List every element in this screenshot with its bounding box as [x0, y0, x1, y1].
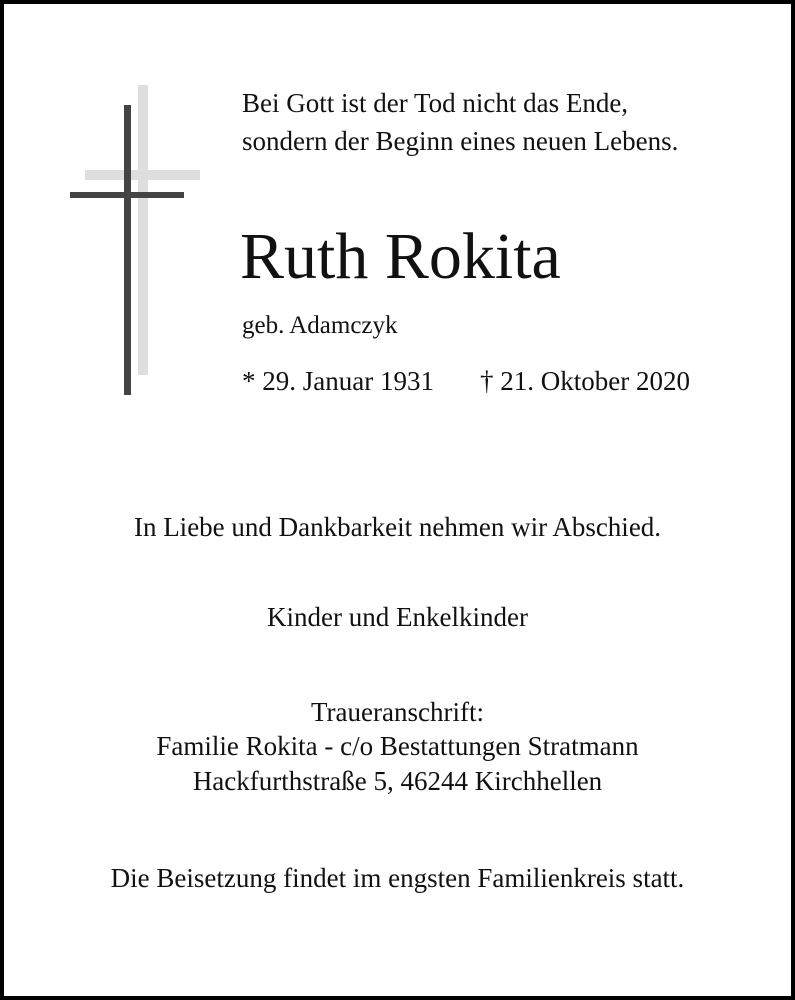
- address-line-1: Familie Rokita - c/o Bestattungen Stratmann: [156, 731, 639, 761]
- death-date: † 21. Oktober 2020: [480, 366, 690, 396]
- burial-note: Die Beisetzung findet im engsten Familienkreis statt.: [110, 863, 685, 893]
- address-line-2: Hackfurthstraße 5, 46244 Kirchhellen: [192, 766, 603, 796]
- deceased-name: Ruth Rokita: [240, 220, 561, 293]
- birth-date: * 29. Januar 1931: [242, 366, 434, 396]
- address-heading: Traueranschrift:: [311, 697, 484, 727]
- motto-line-1: Bei Gott ist der Tod nicht das Ende,: [242, 88, 629, 118]
- mourners: Kinder und Enkelkinder: [267, 602, 528, 632]
- motto-line-2: sondern der Beginn eines neuen Lebens.: [242, 126, 679, 156]
- maiden-name: geb. Adamczyk: [242, 312, 398, 339]
- farewell-text: In Liebe und Dankbarkeit nehmen wir Abschied.: [133, 512, 662, 542]
